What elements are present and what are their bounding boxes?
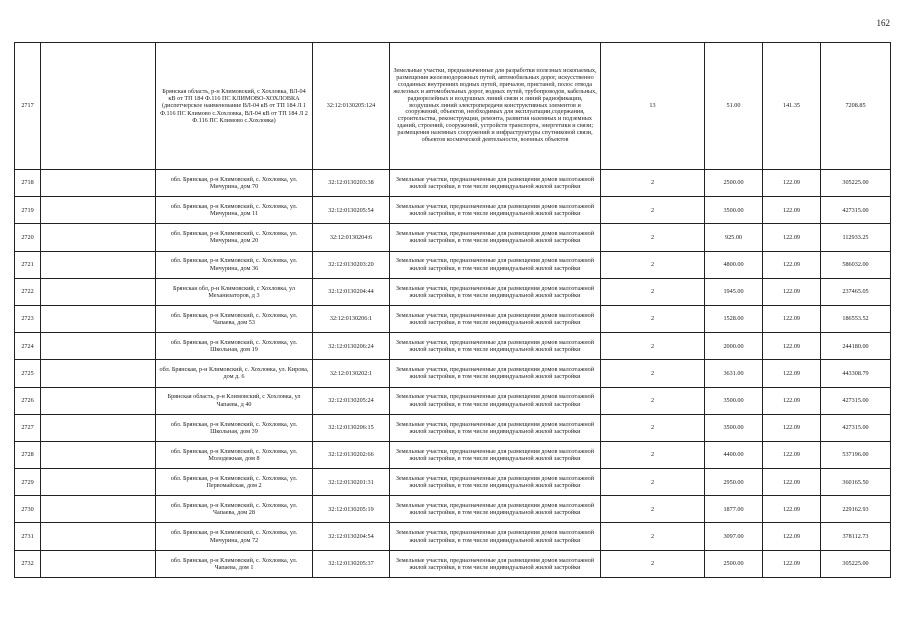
address-cell: Брянская область, р-н Климовский, с Хохловка, ул Чапаева, д 40 <box>156 387 313 414</box>
table-row <box>15 550 891 577</box>
rate-cell: 122.09 <box>763 278 821 305</box>
value-cell: 305225.00 <box>821 170 891 197</box>
rate-cell: 122.09 <box>763 441 821 468</box>
empty-cell <box>41 43 156 170</box>
row-number: 2730 <box>15 496 41 523</box>
row-number: 2724 <box>15 333 41 360</box>
cadastral-number-cell: 32:12:0130202:66 <box>313 441 390 468</box>
permitted-use-cell: Земельные участки, предназначенные для размещения домов малоэтажной жилой застройки, в том числе индивидуальной жилой застройки <box>390 496 601 523</box>
address-cell: обл. Брянская, р-н Климовский, с. Хохловка, ул. Чапаева, дом 53 <box>156 305 313 332</box>
rate-cell: 122.09 <box>763 333 821 360</box>
permitted-use-cell: Земельные участки, предназначенные для размещения домов малоэтажной жилой застройки, в том числе индивидуальной жилой застройки <box>390 441 601 468</box>
empty-cell <box>41 305 156 332</box>
row-number: 2726 <box>15 387 41 414</box>
empty-cell <box>41 360 156 387</box>
category-cell: 2 <box>601 523 705 550</box>
category-cell: 2 <box>601 333 705 360</box>
table-row <box>15 197 891 224</box>
area-cell: 1877.00 <box>705 496 763 523</box>
empty-cell <box>41 441 156 468</box>
permitted-use-cell: Земельные участки, предназначенные для размещения домов малоэтажной жилой застройки, в том числе индивидуальной жилой застройки <box>390 414 601 441</box>
row-number: 2720 <box>15 224 41 251</box>
category-cell: 2 <box>601 305 705 332</box>
rate-cell: 122.09 <box>763 251 821 278</box>
category-cell: 2 <box>601 197 705 224</box>
cadastral-number-cell: 32:12:0130204:6 <box>313 224 390 251</box>
table-row <box>15 278 891 305</box>
value-cell: 427315.00 <box>821 197 891 224</box>
area-cell: 925.00 <box>705 224 763 251</box>
row-number: 2727 <box>15 414 41 441</box>
row-number: 2723 <box>15 305 41 332</box>
table-row <box>15 387 891 414</box>
category-cell: 2 <box>601 278 705 305</box>
permitted-use-cell: Земельные участки, предназначенные для размещения домов малоэтажной жилой застройки, в том числе индивидуальной жилой застройки <box>390 469 601 496</box>
address-cell: обл. Брянская, р-н Климовский, с. Хохловка, ул. Школьная, дом 19 <box>156 333 313 360</box>
area-cell: 3500.00 <box>705 387 763 414</box>
area-cell: 4400.00 <box>705 441 763 468</box>
cadastral-number-cell: 32:12:0130205:124 <box>313 43 390 170</box>
empty-cell <box>41 469 156 496</box>
table-row <box>15 441 891 468</box>
value-cell: 229162.93 <box>821 496 891 523</box>
permitted-use-cell: Земельные участки, предназначенные для размещения домов малоэтажной жилой застройки, в том числе индивидуальной жилой застройки <box>390 550 601 577</box>
address-cell: обл. Брянская, р-н Климовский, с. Хохловка, ул. Мичурина, дом 70 <box>156 170 313 197</box>
empty-cell <box>41 197 156 224</box>
empty-cell <box>41 523 156 550</box>
cadastral-number-cell: 32:12:0130206:24 <box>313 333 390 360</box>
value-cell: 237465.05 <box>821 278 891 305</box>
area-cell: 3500.00 <box>705 414 763 441</box>
address-cell: обл. Брянская, р-н Климовский, с. Хохловка, ул. Мичурина, дом 20 <box>156 224 313 251</box>
address-cell: обл. Брянская, р-н Климовский, с. Хохловка, ул. Молодежная, дом 8 <box>156 441 313 468</box>
cadastral-number-cell: 32:12:0130206:1 <box>313 305 390 332</box>
empty-cell <box>41 278 156 305</box>
cadastral-number-cell: 32:12:0130205:54 <box>313 197 390 224</box>
permitted-use-cell: Земельные участки, предназначенные для размещения домов малоэтажной жилой застройки, в том числе индивидуальной жилой застройки <box>390 197 601 224</box>
rate-cell: 122.09 <box>763 360 821 387</box>
permitted-use-cell: Земельные участки, предназначенные для размещения домов малоэтажной жилой застройки, в том числе индивидуальной жилой застройки <box>390 251 601 278</box>
cadastral-number-cell: 32:12:0130203:20 <box>313 251 390 278</box>
empty-cell <box>41 170 156 197</box>
table-row <box>15 523 891 550</box>
area-cell: 1945.00 <box>705 278 763 305</box>
cadastral-number-cell: 32:12:0130206:15 <box>313 414 390 441</box>
table-row <box>15 251 891 278</box>
value-cell: 360165.50 <box>821 469 891 496</box>
category-cell: 2 <box>601 224 705 251</box>
area-cell: 4800.00 <box>705 251 763 278</box>
row-number: 2725 <box>15 360 41 387</box>
value-cell: 186553.52 <box>821 305 891 332</box>
row-number: 2722 <box>15 278 41 305</box>
address-cell: обл. Брянская, р-н Климовский, с. Хохловка, ул. Мичурина, дом 11 <box>156 197 313 224</box>
category-cell: 2 <box>601 414 705 441</box>
row-number: 2731 <box>15 523 41 550</box>
table-row <box>15 333 891 360</box>
table-row <box>15 469 891 496</box>
area-cell: 3500.00 <box>705 197 763 224</box>
value-cell: 244180.00 <box>821 333 891 360</box>
value-cell: 586032.00 <box>821 251 891 278</box>
table-row <box>15 224 891 251</box>
row-number: 2728 <box>15 441 41 468</box>
row-number: 2719 <box>15 197 41 224</box>
address-cell: обл. Брянская, р-н Климовский, с. Хохловка, ул. Первомайская, дом 2 <box>156 469 313 496</box>
table-row <box>15 496 891 523</box>
table-row <box>15 43 891 170</box>
cadastral-number-cell: 32:12:0130202:1 <box>313 360 390 387</box>
permitted-use-cell: Земельные участки, предназначенные для размещения домов малоэтажной жилой застройки, в том числе индивидуальной жилой застройки <box>390 170 601 197</box>
empty-cell <box>41 251 156 278</box>
rate-cell: 122.09 <box>763 523 821 550</box>
cadastral-number-cell: 32:12:0130205:24 <box>313 387 390 414</box>
cadastral-number-cell: 32:12:0130204:44 <box>313 278 390 305</box>
permitted-use-cell: Земельные участки, предназначенные для размещения домов малоэтажной жилой застройки, в том числе индивидуальной жилой застройки <box>390 305 601 332</box>
value-cell: 427315.00 <box>821 387 891 414</box>
category-cell: 2 <box>601 251 705 278</box>
rate-cell: 122.09 <box>763 496 821 523</box>
row-number: 2732 <box>15 550 41 577</box>
cadastral-number-cell: 32:12:0130203:38 <box>313 170 390 197</box>
category-cell: 2 <box>601 170 705 197</box>
rate-cell: 122.09 <box>763 387 821 414</box>
area-cell: 2000.00 <box>705 333 763 360</box>
rate-cell: 122.09 <box>763 469 821 496</box>
category-cell: 13 <box>601 43 705 170</box>
area-cell: 2500.00 <box>705 550 763 577</box>
address-cell: обл. Брянская, р-н Климовский, с. Хохловка, ул. Мичурина, дом 72 <box>156 523 313 550</box>
area-cell: 2500.00 <box>705 170 763 197</box>
row-number: 2721 <box>15 251 41 278</box>
value-cell: 112933.25 <box>821 224 891 251</box>
empty-cell <box>41 387 156 414</box>
empty-cell <box>41 414 156 441</box>
empty-cell <box>41 550 156 577</box>
permitted-use-cell: Земельные участки, предназначенные для размещения домов малоэтажной жилой застройки, в том числе индивидуальной жилой застройки <box>390 224 601 251</box>
address-cell: Брянская область, р-н Климовский, с Хохловка, ВЛ-04 кВ от ТП 184 Ф.116 ПС КЛИМОВО-ХОХЛОВКА (диспетчерское наименование ВЛ-04 кВ от ТП 184 Л 1 Ф.116 ПС Климово с.Хохловка, ВЛ-04 кВ от ТП 184 Л 2 Ф.116 ПС Климово с.Хохловка) <box>156 43 313 170</box>
table-row <box>15 305 891 332</box>
category-cell: 2 <box>601 550 705 577</box>
permitted-use-cell: Земельные участки, предназначенные для разработки полезных ископаемых, размещения железнодорожных путей, автомобильных дорог, искусственно созданных внутренних водных путей, причалов, пристаней, полос отвода железных и автомобильных дорог, водных путей, трубопроводов, кабельных, радиорелейных и воздушных линий связи и линий радиофикации, воздушных линий электропередачи конструктивных элементов и сооружений, объектов, необходимых для эксплуатации,содержания, строительства, реконструкции, ремонта, развития наземных и подземных зданий, строений, сооружений, устройств транспорта, энергетики и связи; размещения наземных сооружений и инфраструктуры спутниковой связи, объектов космической деятельности, военных объектов <box>390 43 601 170</box>
address-cell: обл. Брянская, р-н Климовский, с. Хохловка, ул. Школьная, дом 39 <box>156 414 313 441</box>
category-cell: 2 <box>601 469 705 496</box>
rate-cell: 122.09 <box>763 197 821 224</box>
cadastral-number-cell: 32:12:0130204:54 <box>313 523 390 550</box>
address-cell: обл. Брянская, р-н Климовский, с. Хохловка, ул. Чапаева, дом 1 <box>156 550 313 577</box>
value-cell: 443308.79 <box>821 360 891 387</box>
rate-cell: 122.09 <box>763 224 821 251</box>
address-cell: обл. Брянская, р-н Климовский, с. Хохловка, ул. Чапаева, дом 28 <box>156 496 313 523</box>
row-number: 2718 <box>15 170 41 197</box>
permitted-use-cell: Земельные участки, предназначенные для размещения домов малоэтажной жилой застройки, в том числе индивидуальной жилой застройки <box>390 360 601 387</box>
address-cell: обл. Брянская, р-н Климовский, с. Хохловка, ул. Кирова, дом д. 6 <box>156 360 313 387</box>
value-cell: 305225.00 <box>821 550 891 577</box>
value-cell: 537196.00 <box>821 441 891 468</box>
row-number: 2729 <box>15 469 41 496</box>
area-cell: 51.00 <box>705 43 763 170</box>
permitted-use-cell: Земельные участки, предназначенные для размещения домов малоэтажной жилой застройки, в том числе индивидуальной жилой застройки <box>390 278 601 305</box>
address-cell: обл. Брянская, р-н Климовский, с. Хохловка, ул. Мичурина, дом 36 <box>156 251 313 278</box>
permitted-use-cell: Земельные участки, предназначенные для размещения домов малоэтажной жилой застройки, в том числе индивидуальной жилой застройки <box>390 387 601 414</box>
value-cell: 378112.73 <box>821 523 891 550</box>
table-body <box>15 43 891 578</box>
cadastral-number-cell: 32:12:0130205:37 <box>313 550 390 577</box>
row-number: 2717 <box>15 43 41 170</box>
permitted-use-cell: Земельные участки, предназначенные для размещения домов малоэтажной жилой застройки, в том числе индивидуальной жилой застройки <box>390 333 601 360</box>
empty-cell <box>41 224 156 251</box>
category-cell: 2 <box>601 441 705 468</box>
category-cell: 2 <box>601 360 705 387</box>
rate-cell: 122.09 <box>763 170 821 197</box>
empty-cell <box>41 333 156 360</box>
category-cell: 2 <box>601 496 705 523</box>
rate-cell: 122.09 <box>763 550 821 577</box>
table-row <box>15 360 891 387</box>
table-row <box>15 170 891 197</box>
rate-cell: 141.35 <box>763 43 821 170</box>
cadastral-number-cell: 32:12:0130201:31 <box>313 469 390 496</box>
area-cell: 3631.00 <box>705 360 763 387</box>
address-cell: Брянская обл, р-н Климовский, с Хохловка, ул Механизаторов, д 3 <box>156 278 313 305</box>
permitted-use-cell: Земельные участки, предназначенные для размещения домов малоэтажной жилой застройки, в том числе индивидуальной жилой застройки <box>390 523 601 550</box>
value-cell: 427315.00 <box>821 414 891 441</box>
area-cell: 2950.00 <box>705 469 763 496</box>
land-plots-table <box>14 42 891 578</box>
table-row <box>15 414 891 441</box>
area-cell: 1528.00 <box>705 305 763 332</box>
rate-cell: 122.09 <box>763 305 821 332</box>
value-cell: 7208.85 <box>821 43 891 170</box>
area-cell: 3097.00 <box>705 523 763 550</box>
category-cell: 2 <box>601 387 705 414</box>
rate-cell: 122.09 <box>763 414 821 441</box>
page-number: 162 <box>876 18 890 28</box>
empty-cell <box>41 496 156 523</box>
cadastral-number-cell: 32:12:0130205:19 <box>313 496 390 523</box>
